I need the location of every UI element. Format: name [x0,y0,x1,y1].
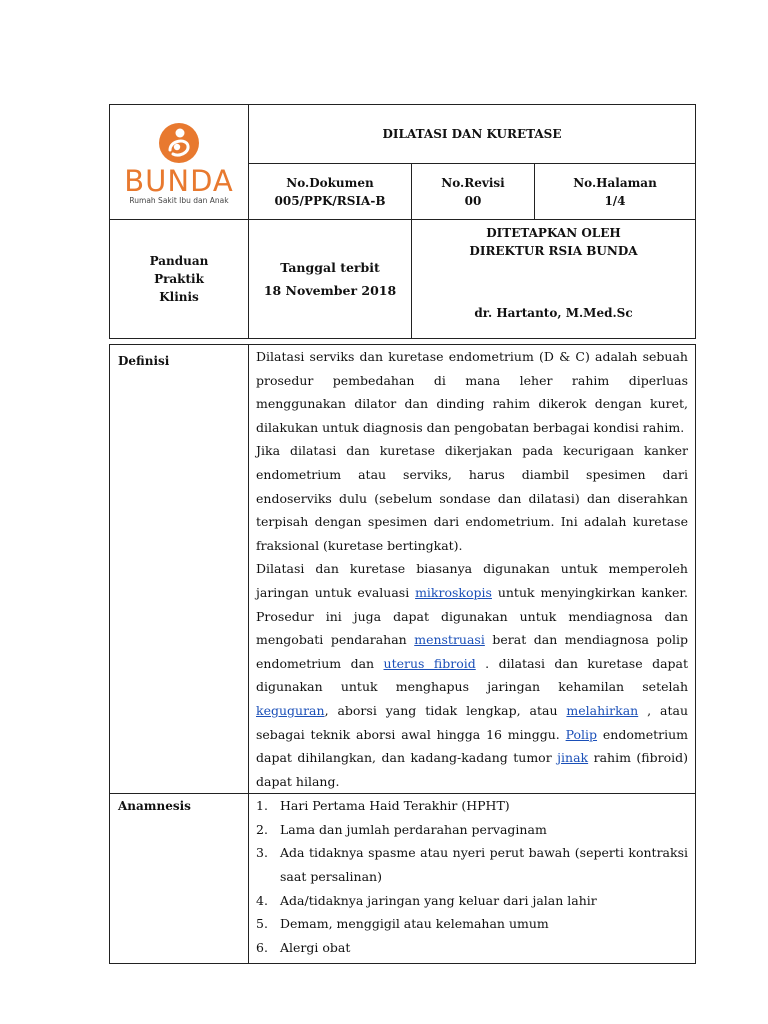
doc-type-line: Klinis [159,290,199,304]
link-menstruasi[interactable]: menstruasi [414,632,485,648]
section-label-anamnesis: Anamnesis [110,794,249,964]
document-header [109,104,696,339]
link-jinak[interactable]: jinak [557,750,589,766]
issue-date-label: Tanggal terbit [280,260,380,275]
list-item: 6. Alergi obat [256,939,351,955]
definisi-content [249,345,696,794]
approval-line: DITETAPKAN OLEH [486,226,621,240]
link-uterus-fibroid[interactable]: uterus fibroid [383,655,476,671]
revision-label: No.Revisi [441,175,505,190]
definisi-paragraph: Jika dilatasi dan kuretase dikerjakan pada kecurigaan kanker endometrium atau serviks, harus diambil spesimen dari endoserviks dulu (sebelum sondase dan dilatasi) dan diserahkan terpisah dengan spesimen dari endometrium. Ini adalah kuretase fraksional (kuretase bertingkat). [256,443,688,553]
list-item: 3. Ada tidaknya spasme atau nyeri perut bawah (seperti kontraksi saat persalinan) [256,845,688,885]
doc-number-label: No.Dokumen [286,175,374,190]
doc-number-cell [249,164,412,220]
revision-cell [412,164,535,220]
definisi-paragraph: Dilatasi serviks dan kuretase endometrium (D & C) adalah sebuah prosedur pembedahan di mana leher rahim diperluas menggunakan dilator dan dinding rahim dikerok dengan kuret, dilakukan untuk diagnosis dan pengobatan berbagai kondisi rahim. [256,349,688,435]
logo-tagline: Rumah Sakit Ibu dan Anak [129,195,229,205]
section-label-definisi: Definisi [110,345,249,794]
hospital-logo [110,105,249,220]
signatory-name: dr. Hartanto, M.Med.Sc [474,306,633,320]
anamnesis-content [249,794,696,964]
guideline-content [109,344,696,964]
link-melahirkan[interactable]: melahirkan [566,702,639,718]
definisi-paragraph: Dilatasi dan kuretase biasanya digunakan untuk memperoleh jaringan untuk evaluasi mikroskopis untuk menyingkirkan kanker. Prosedur ini juga dapat digunakan untuk mendiagnosa dan mengobati pendarahan menstruasi berat dan mendiagnosa polip endometrium dan uterus fibroid . dilatasi dan kuretase dapat digunakan untuk menghapus jaringan kehamilan setelah keguguran, aborsi yang tidak lengkap, atau melahirkan , atau sebagai teknik aborsi awal hingga 16 minggu. Polip endometrium dapat dihilangkan, dan kadang-kadang tumor jinak rahim (fibroid) dapat hilang. [256,561,688,789]
doc-type-line: Praktik [154,272,204,286]
document-title: DILATASI DAN KURETASE [249,105,696,164]
doc-type-line: Panduan [149,254,209,268]
link-mikroskopis[interactable]: mikroskopis [415,584,492,600]
doc-number-value: 005/PPK/RSIA-B [274,193,386,208]
approval-cell [412,220,696,339]
link-keguguran[interactable]: keguguran [256,702,325,718]
page-number-value: 1/4 [604,193,626,208]
anamnesis-list [249,794,688,959]
list-item: 1. Hari Pertama Haid Terakhir (HPHT) [256,798,510,814]
issue-date-cell [249,220,412,339]
anamnesis-row [110,794,696,964]
list-item: 5. Demam, menggigil atau kelemahan umum [256,916,549,932]
page-number-label: No.Halaman [573,175,657,190]
mother-child-icon [157,120,201,166]
list-item: 2. Lama dan jumlah perdarahan pervaginam [256,821,547,837]
link-polip[interactable]: Polip [565,726,598,742]
list-item: 4. Ada/tidaknya jaringan yang keluar dari jalan lahir [256,892,597,908]
doc-type-cell [110,220,249,339]
issue-date-value: 18 November 2018 [263,283,397,298]
logo-brand: BUNDA [124,163,234,198]
approval-line: DIREKTUR RSIA BUNDA [469,244,638,258]
revision-value: 00 [464,193,482,208]
page-number-cell [535,164,696,220]
definisi-row [110,345,696,794]
